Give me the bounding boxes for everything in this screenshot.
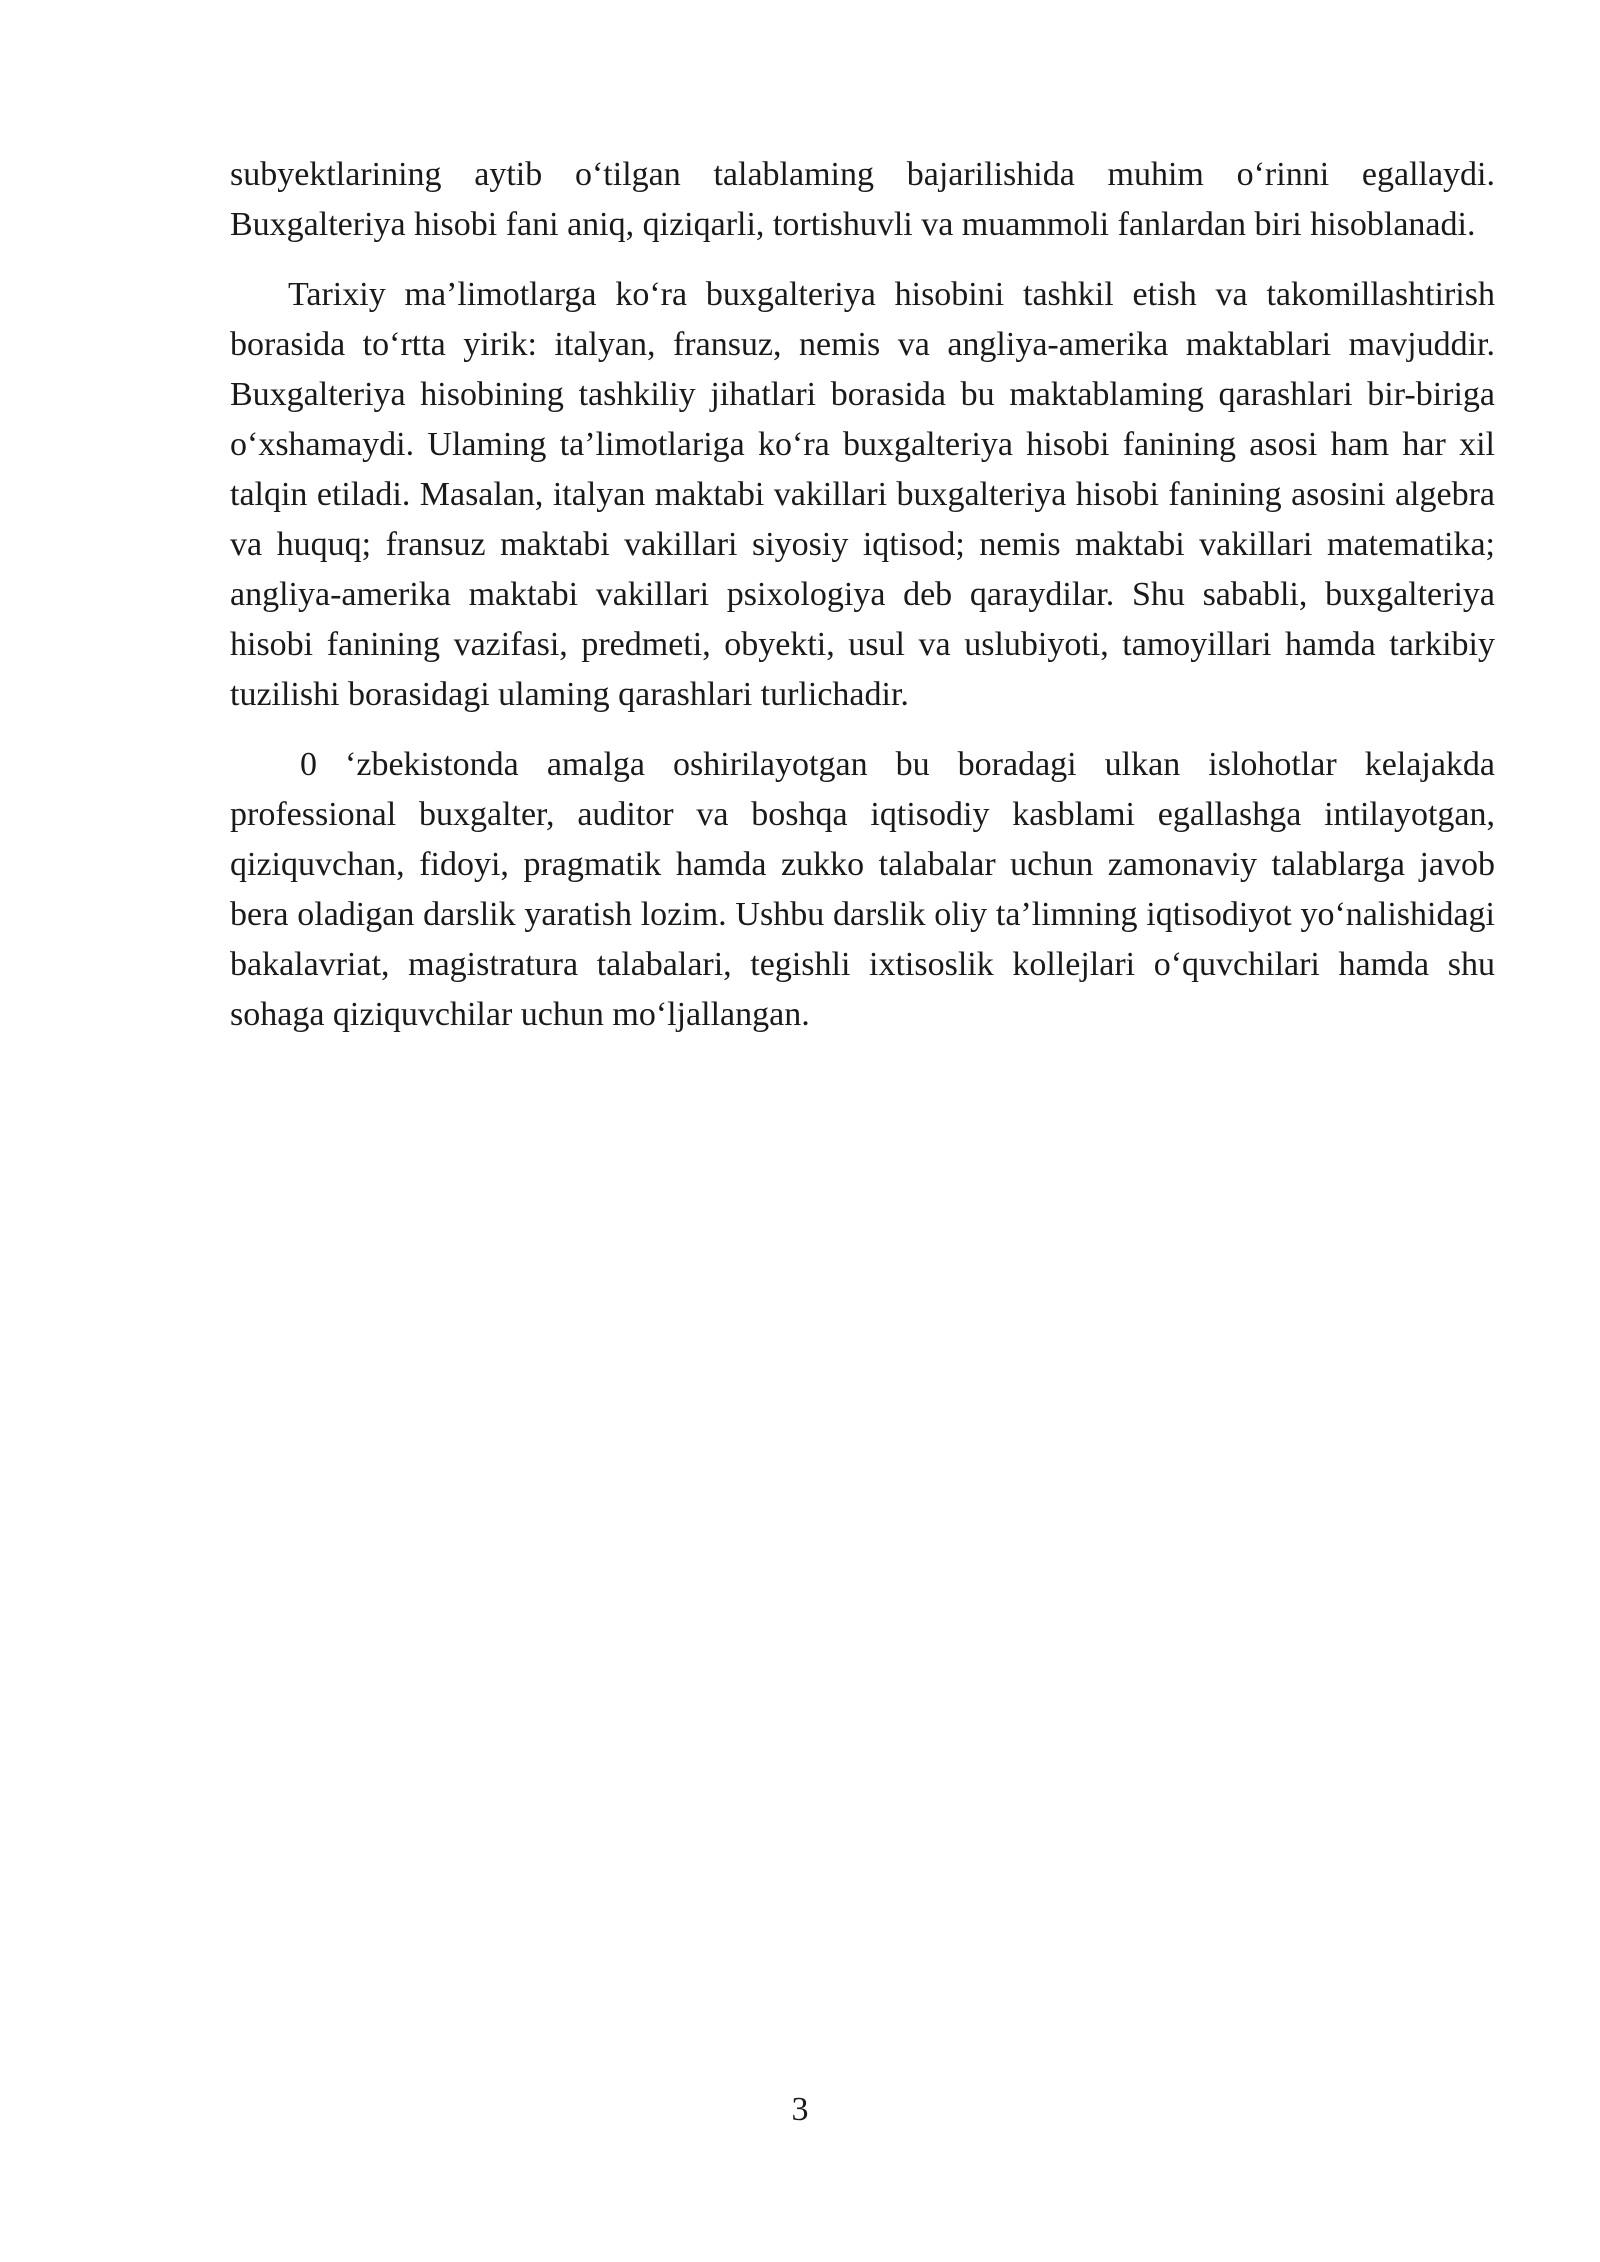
paragraph-1: subyektlarining aytib o‘tilgan talablaming bajarilishida muhim o‘rinni egallaydi. Buxgalteriya hisobi fani aniq, qiziqarli, tortishuvli va muammoli fanlardan biri hisoblanadi. xyxy=(230,156,1495,243)
paragraph-3: 0 ‘zbekistonda amalga oshirilayotgan bu boradagi ulkan islohotlar kelajakda professional buxgalter, auditor va boshqa iqtisodiy kasblami egallashga intilayotgan, qiziquvchan, fidoyi, pragmatik hamda zukko talabalar uchun zamonaviy talablarga javob bera oladigan darslik yaratish lozim. Ushbu darslik oliy ta’limning iqtisodiyot yo‘nalishidagi bakalavriat, magistratura talabalari, tegishli ixtisoslik kollejlari o‘quvchilari hamda shu sohaga qiziquvchilar uchun mo‘ljallangan. xyxy=(230,746,1495,1033)
body-text xyxy=(230,150,1495,1040)
page-number: 3 xyxy=(791,2091,809,2128)
paragraph-2: Tarixiy ma’limotlarga ko‘ra buxgalteriya hisobini tashkil etish va takomillashtirish borasida to‘rtta yirik: italyan, fransuz, nemis va angliya-amerika maktablari mavjuddir. Buxgalteriya hisobining tashkiliy jihatlari borasida bu maktablaming qarashlari bir-biriga o‘xshamaydi. Ulaming ta’limotlariga ko‘ra buxgalteriya hisobi fanining asosi ham har xil talqin etiladi. Masalan, italyan maktabi vakillari buxgalteriya hisobi fanining asosini algebra va huquq; fransuz maktabi vakillari siyosiy iqtisod; nemis maktabi vakillari matematika; angliya-amerika maktabi vakillari psixologiya deb qaraydilar. Shu sababli, buxgalteriya hisobi fanining vazifasi, predmeti, obyekti, usul va uslubiyoti, tamoyillari hamda tarkibiy tuzilishi borasidagi ulaming qarashlari turlichadir. xyxy=(230,276,1495,713)
